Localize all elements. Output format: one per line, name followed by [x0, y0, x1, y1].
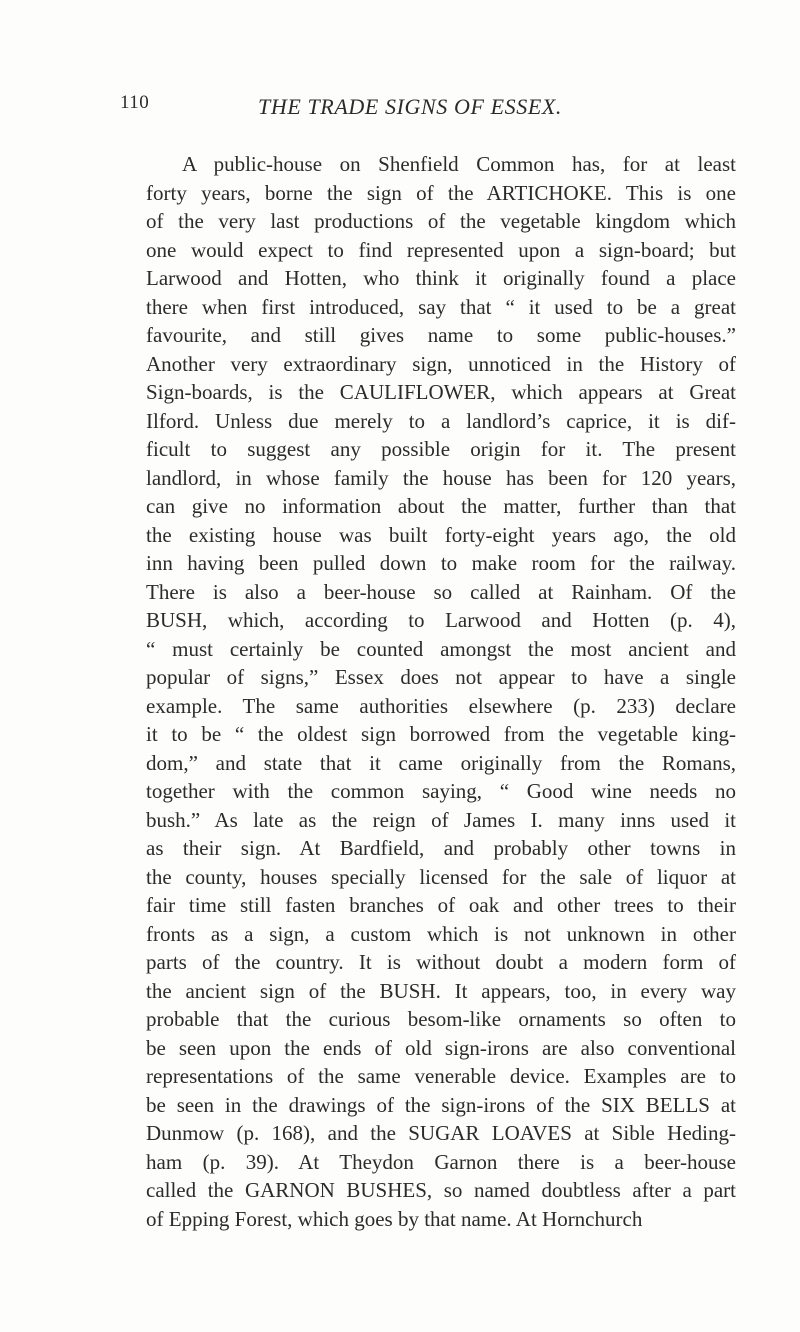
text-line: fair time still fasten branches of oak and other trees to their [146, 893, 736, 917]
text-line: probable that the curious besom-like ornaments so often to [146, 1007, 736, 1031]
text-line: can give no information about the matter, further than that [146, 494, 736, 518]
running-title: THE TRADE SIGNS OF ESSEX. [258, 94, 563, 119]
text-line: popular of signs,” Essex does not appear to have a single [146, 665, 736, 689]
text-line: be seen upon the ends of old sign-irons are also conventional [146, 1035, 736, 1060]
text-line: Larwood and Hotten, who think it originally found a place [146, 266, 736, 290]
text-line: Sign-boards, is the CAULIFLOWER, which appears at Great [146, 380, 736, 404]
text-line: of Epping Forest, which goes by that name. At Hornchurch [146, 1206, 643, 1231]
text-line: together with the common saying, “ Good wine needs no [146, 779, 736, 803]
text-line: landlord, in whose family the house has been for 120 years, [146, 465, 736, 490]
text-line: Ilford. Unless due merely to a landlord’s caprice, it is dif- [146, 408, 736, 433]
text-line: There is also a beer-house so called at Rainham. Of the [146, 579, 736, 604]
text-line: A public-house on Shenfield Common has, for at least [182, 152, 736, 176]
text-line: representations of the same venerable device. Examples are to [146, 1064, 736, 1088]
text-line: it to be “ the oldest sign borrowed from the vegetable king- [146, 722, 736, 746]
text-line: of the very last productions of the vegetable kingdom which [146, 209, 736, 233]
text-line: one would expect to find represented upon a sign-board; but [146, 237, 736, 262]
text-line: bush.” As late as the reign of James I. many inns used it [146, 807, 736, 832]
text-line: example. The same authorities elsewhere (p. 233) declare [146, 693, 736, 718]
text-line: fronts as a sign, a custom which is not unknown in other [146, 921, 736, 946]
text-line: inn having been pulled down to make room for the railway. [146, 551, 736, 575]
text-line: ham (p. 39). At Theydon Garnon there is a beer-house [146, 1149, 736, 1174]
text-line: dom,” and state that it came originally from the Romans, [146, 750, 736, 775]
text-line: the county, houses specially licensed for the sale of liquor at [146, 864, 736, 889]
body-text [146, 150, 736, 1233]
text-line: the ancient sign of the BUSH. It appears, too, in every way [146, 978, 736, 1003]
text-line: “ must certainly be counted amongst the most ancient and [146, 636, 736, 661]
text-line: favourite, and still gives name to some public-houses.” [146, 323, 736, 347]
text-line: Another very extraordinary sign, unnoticed in the History of [146, 351, 736, 376]
text-line: there when first introduced, say that “ it used to be a great [146, 294, 736, 319]
text-line: BUSH, which, according to Larwood and Hotten (p. 4), [146, 608, 736, 632]
text-line: Dunmow (p. 168), and the SUGAR LOAVES at Sible Heding- [146, 1121, 736, 1145]
text-line: as their sign. At Bardfield, and probably other towns in [146, 836, 736, 860]
text-line: forty years, borne the sign of the ARTICHOKE. This is one [146, 180, 736, 205]
text-line: the existing house was built forty-eight years ago, the old [146, 522, 736, 547]
text-line: be seen in the drawings of the sign-irons of the SIX BELLS at [146, 1092, 736, 1117]
page-number: 110 [120, 92, 150, 113]
text-line: called the GARNON BUSHES, so named doubtless after a part [146, 1178, 736, 1202]
text-line: ficult to suggest any possible origin for it. The present [146, 437, 736, 461]
page-header [0, 92, 800, 132]
text-line: parts of the country. It is without doubt a modern form of [146, 950, 736, 974]
